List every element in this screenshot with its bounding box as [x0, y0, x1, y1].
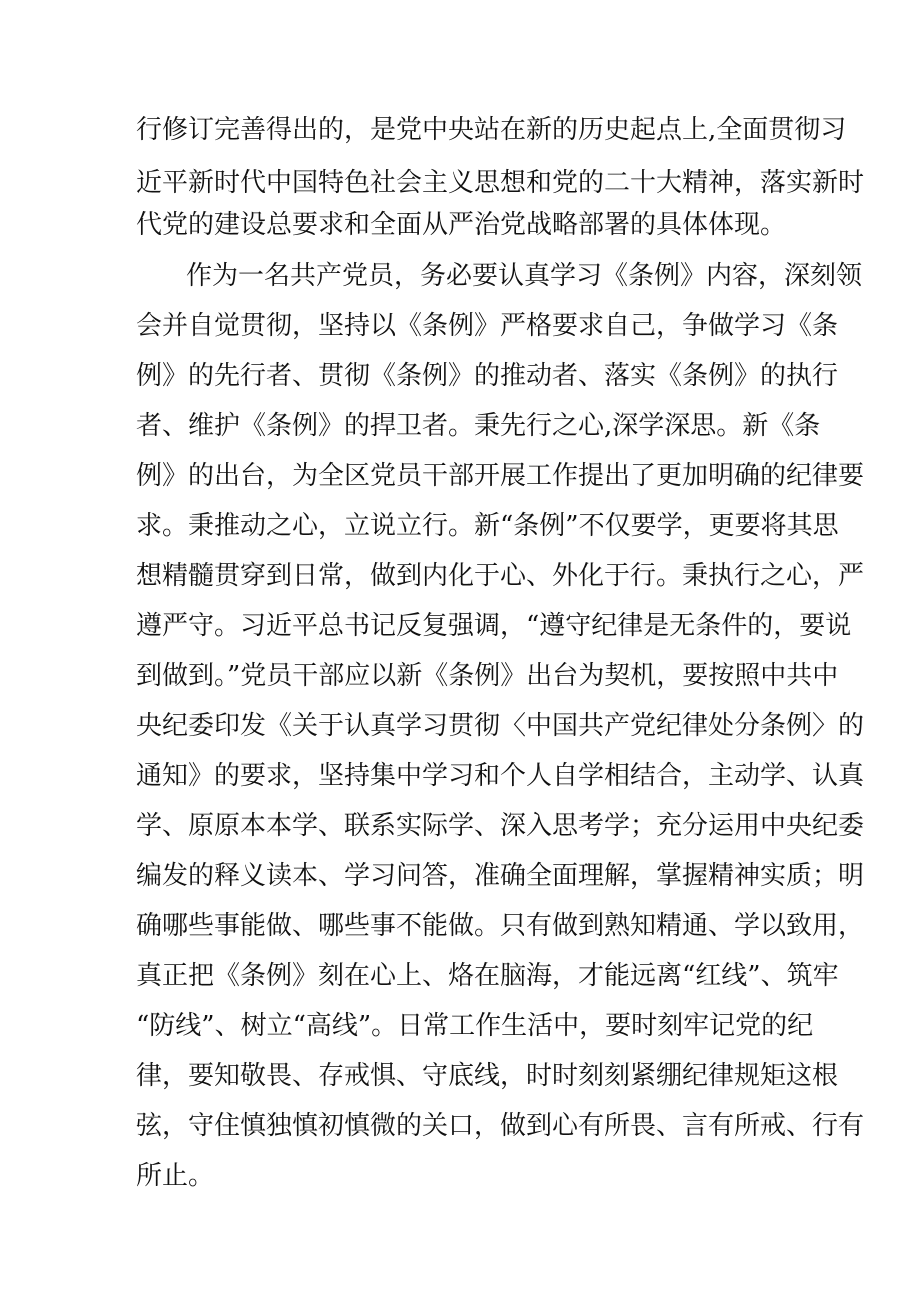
text-line-16: 编发的释义读本、学习问答，准确全面理解，掌握精神实质；明 — [136, 861, 865, 891]
text-line-12: 到做到。”党员干部应以新《条例》出台为契机，要按照中共中 — [136, 661, 839, 691]
text-line-17: 确哪些事能做、哪些事不能做。只有做到熟知精通、学以致用， — [136, 911, 865, 941]
text-line-10: 想精髓贯穿到日常，做到内化于心、外化于行。秉执行之心，严 — [136, 561, 865, 591]
text-line-13: 央纪委印发《关于认真学习贯彻〈中国共产党纪律处分条例〉的 — [136, 711, 865, 741]
text-line-7: 者、维护《条例》的捍卫者。秉先行之心,深学深思。新《条 — [136, 411, 821, 441]
text-line-18: 真正把《条例》刻在心上、烙在脑海，才能远离“红线”、筑牢 — [136, 961, 839, 991]
text-line-8: 例》的出台，为全区党员干部开展工作提出了更加明确的纪律要 — [136, 461, 865, 491]
paragraph-start-line: 作为一名共产党员，务必要认真学习《条例》内容，深刻领 — [186, 261, 863, 291]
text-line-20: 律，要知敬畏、存戒惧、守底线，时时刻刻紧绷纪律规矩这根 — [136, 1061, 839, 1091]
text-line-3: 代党的建设总要求和全面从严治党战略部署的具体体现。 — [136, 210, 787, 240]
text-line-19: “防线”、树立“高线”。日常工作生活中，要时刻牢记党的纪 — [136, 1011, 814, 1041]
text-line-1: 行修订完善得出的，是党中央站在新的历史起点上,全面贯彻习 — [136, 115, 847, 145]
text-line-15: 学、原原本本学、联系实际学、深入思考学；充分运用中央纪委 — [136, 811, 865, 841]
text-line-14: 通知》的要求，坚持集中学习和个人自学相结合，主动学、认真 — [136, 761, 865, 791]
text-line-11: 遵严守。习近平总书记反复强调，“遵守纪律是无条件的，要说 — [136, 611, 852, 641]
text-line-21: 弦，守住慎独慎初慎微的关口，做到心有所畏、言有所戒、行有 — [136, 1111, 865, 1141]
text-line-22: 所止。 — [136, 1161, 215, 1191]
text-line-6: 例》的先行者、贯彻《条例》的推动者、落实《条例》的执行 — [136, 361, 839, 391]
text-line-5: 会并自觉贯彻，坚持以《条例》严格要求自己，争做学习《条 — [136, 311, 839, 341]
text-line-2: 近平新时代中国特色社会主义思想和党的二十大精神，落实新时 — [136, 168, 865, 198]
text-line-9: 求。秉推动之心，立说立行。新“条例”不仅要学，更要将其思 — [136, 511, 839, 541]
